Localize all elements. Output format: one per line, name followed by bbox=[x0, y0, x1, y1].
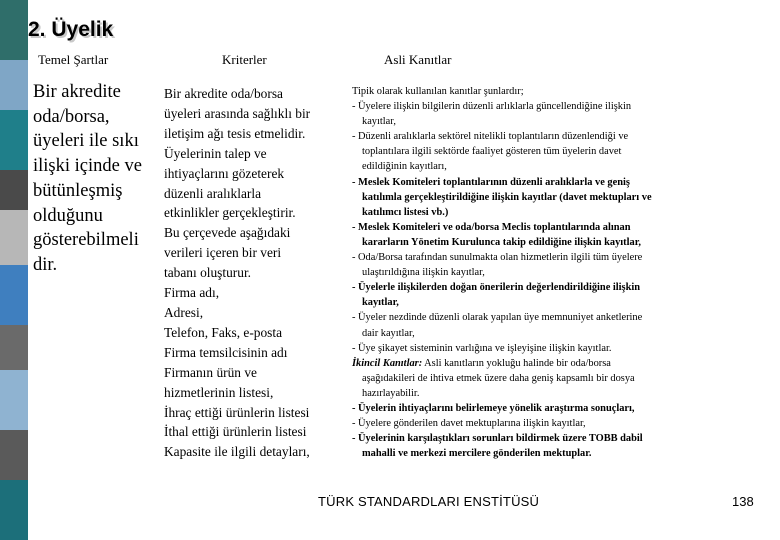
header-temel-sartlar: Temel Şartlar bbox=[38, 52, 109, 67]
kanit-line: aşağıdakileri de ihtiva etmek üzere daha geniş kapsamlı bir dosya bbox=[362, 372, 635, 384]
kriter-line: iletişim ağı tesis etmelidir. bbox=[164, 125, 306, 141]
kanit-intro: Tipik olarak kullanılan kanıtlar şunlardır; bbox=[352, 86, 524, 97]
kanit-line-bold: katılımcı listesi vb.) bbox=[362, 206, 449, 218]
ikincil-kanitlar-label: İkincil Kanıtlar: bbox=[352, 357, 423, 369]
kanit-line: - Üyelere ilişkin bilgilerin düzenli arlıklarla güncellendiğine ilişkin bbox=[352, 101, 632, 113]
kriter-line: ihtiyaçlarını gözeterek bbox=[164, 165, 285, 181]
kriter-line: Firmanın ürün ve bbox=[164, 364, 257, 380]
kriterler-list bbox=[164, 84, 350, 462]
temel-sart-text: Bir akredite oda/borsa, üyeleri ile sıkı ilişki içinde ve bütünleşmiş olduğunu gösterebilmeli dir. bbox=[33, 82, 142, 275]
kriter-line: düzenli aralıklarla bbox=[164, 185, 262, 201]
kriter-line: üyeleri arasında sağlıklı bir bbox=[164, 105, 311, 121]
kriter-line: Kapasite ile ilgili detayları, bbox=[164, 444, 310, 460]
kriter-line: Firma temsilcisinin adı bbox=[164, 344, 288, 360]
kanit-line: - Üye şikayet sisteminin varlığına ve işleyişine ilişkin kayıtlar. bbox=[352, 342, 612, 354]
kanit-line-bold: - Üyelerinin karşılaştıkları sorunları bildirmek üzere TOBB dabil bbox=[352, 433, 643, 445]
kanit-line-bold: - Üyelerin ihtiyaçlarını belirlemeye yönelik araştırma sonuçları, bbox=[352, 402, 635, 414]
kriter-line: Telefon, Faks, e-posta bbox=[164, 324, 283, 340]
header-asli-kanitlar: Asli Kanıtlar bbox=[384, 52, 452, 67]
kriter-line: İthal ettiği ürünlerin listesi bbox=[164, 424, 307, 440]
kanit-line-bold: kararların Yönetim Kurulunca takip edildiğine ilişkin kayıtlar, bbox=[362, 236, 641, 248]
kanit-line: kayıtlar, bbox=[362, 116, 396, 128]
ikincil-kanitlar-line bbox=[352, 356, 752, 371]
footer-institution: TÜRK STANDARDLARI ENSTİTÜSÜ bbox=[318, 494, 540, 509]
kanit-line: edildiğinin kayıtları, bbox=[362, 161, 447, 173]
kanit-line-bold: mahalli ve merkezi mercilere gönderilen mektuplar. bbox=[362, 448, 592, 460]
kanit-line: ulaştırıldığına ilişkin kayıtlar, bbox=[362, 267, 485, 279]
kanit-line-bold: - Üyelerle ilişkilerden doğan önerilerin değerlendirildiğine ilişkin bbox=[352, 282, 641, 294]
kriter-line: İhraç ettiği ürünlerin listesi bbox=[164, 404, 310, 420]
kriter-line: Bu çerçevede aşağıdaki bbox=[164, 225, 291, 241]
kanit-line: - Üyeler nezdinde düzenli olarak yapılan üye memnuniyet anketlerine bbox=[352, 312, 643, 324]
kriter-line: verileri içeren bir veri bbox=[164, 245, 282, 261]
kriter-line: tabanı oluşturur. bbox=[164, 265, 252, 281]
kanit-line: hazırlayabilir. bbox=[362, 387, 420, 399]
ikincil-kanitlar-text: Asli kanıtların yokluğu halinde bir oda/borsa bbox=[422, 357, 611, 369]
kriter-line: hizmetlerinin listesi, bbox=[164, 384, 274, 400]
kanit-line: toplantılara ilgili sektörde faaliyet gösteren tüm üyelerin davet bbox=[362, 146, 622, 158]
kriter-line: Firma adı, bbox=[164, 285, 220, 301]
kanit-line: - Oda/Borsa tarafından sunulmakta olan hizmetlerin ilgili tüm üyelere bbox=[352, 252, 643, 264]
kriter-line: etkinlikler gerçekleştirir. bbox=[164, 205, 296, 221]
slide-title: 2. Üyelik bbox=[28, 18, 114, 41]
kanit-line-bold: katılımla gerçekleştirildiğine ilişkin kayıtlar (davet mektupları ve bbox=[362, 191, 652, 203]
kanit-line: - Düzenli aralıklarla sektörel nitelikli toplantıların düzenlendiği ve bbox=[352, 131, 629, 143]
kriter-line: Bir akredite oda/borsa bbox=[164, 86, 283, 101]
page-number: 138 bbox=[732, 494, 754, 509]
kriter-line: Üyelerinin talep ve bbox=[164, 145, 267, 161]
kanit-line: - Üyelere gönderilen davet mektuplarına ilişkin kayıtlar, bbox=[352, 418, 586, 430]
kanit-line-bold: - Meslek Komiteleri ve oda/borsa Meclis toplantılarında alınan bbox=[352, 221, 631, 233]
kanit-line-bold: - Meslek Komiteleri toplantılarının düzenli aralıklarla ve geniş bbox=[352, 176, 630, 188]
header-kriterler: Kriterler bbox=[222, 52, 267, 67]
decorative-stripe bbox=[0, 0, 28, 540]
asli-kanitlar-list bbox=[352, 84, 752, 461]
kanit-line-bold: kayıtlar, bbox=[362, 297, 399, 309]
kanit-line: dair kayıtlar, bbox=[362, 327, 415, 339]
kriter-line: Adresi, bbox=[164, 304, 204, 320]
